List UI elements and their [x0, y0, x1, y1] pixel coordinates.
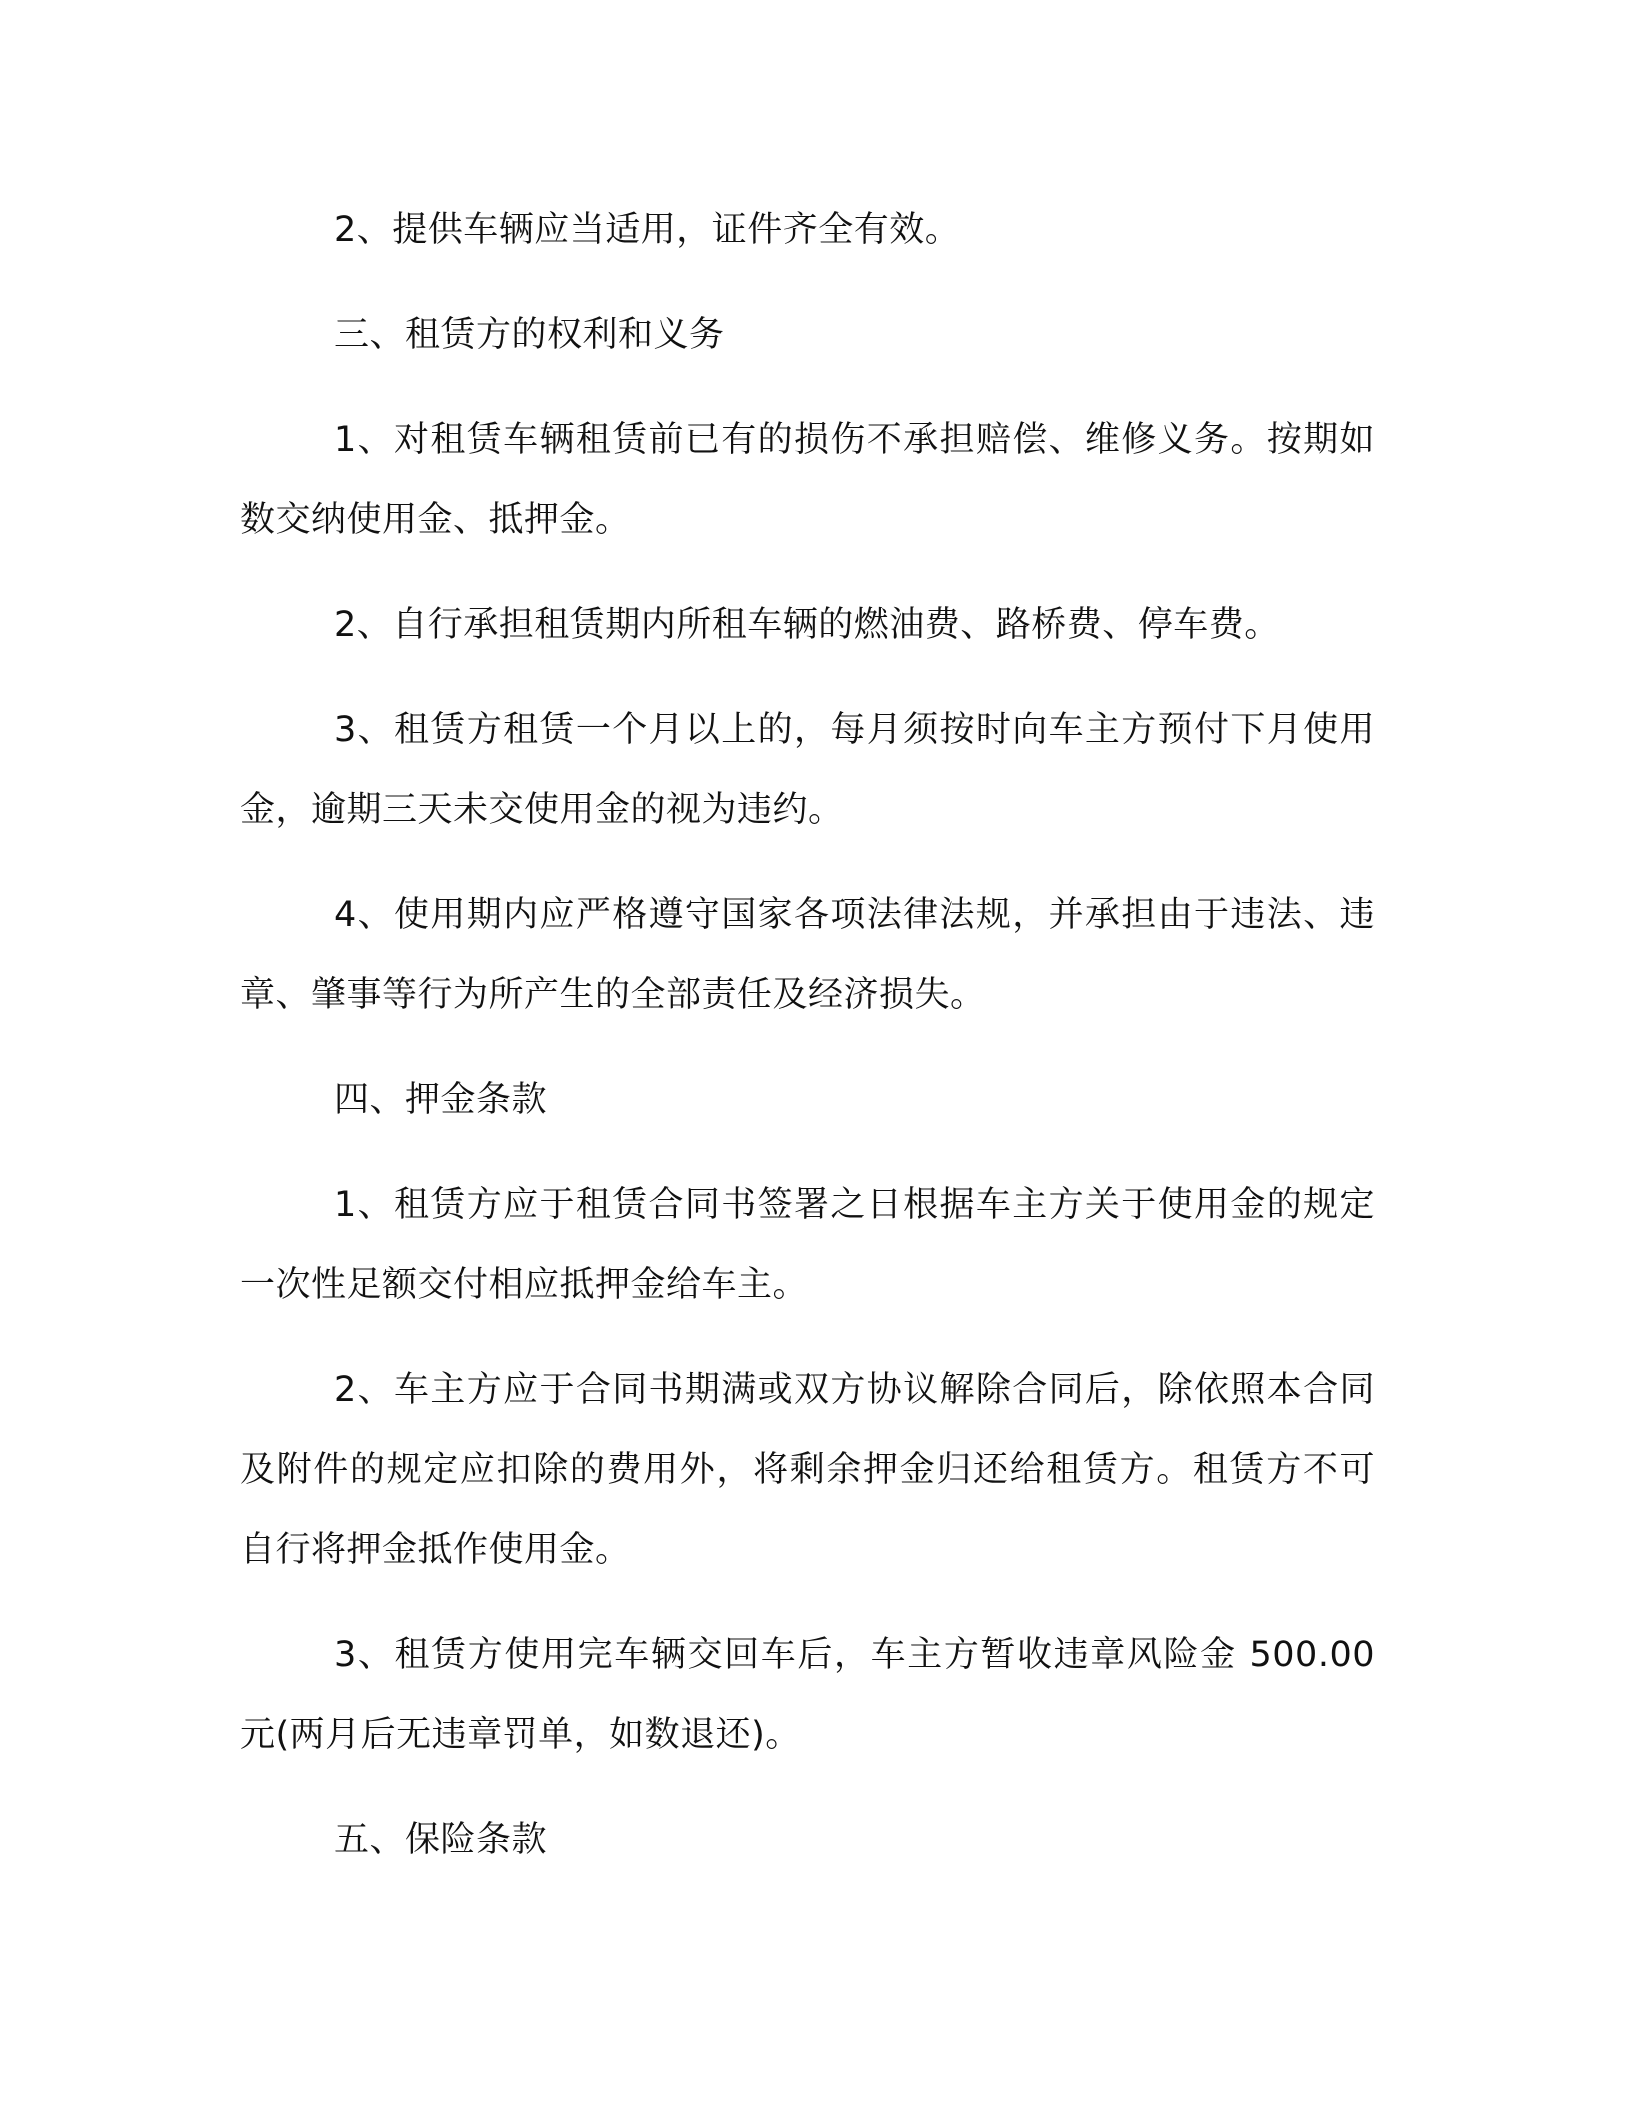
- clause-lessee-damage-deposit: 1、对租赁车辆租赁前已有的损伤不承担赔偿、维修义务。按期如数交纳使用金、抵押金。: [240, 420, 1375, 540]
- document-body: [240, 190, 1375, 1905]
- section-heading-insurance-terms: 五、保险条款: [334, 1820, 548, 1860]
- clause-deposit-payment: 1、租赁方应于租赁合同书签署之日根据车主方关于使用金的规定一次性足额交付相应抵押金给车主。: [240, 1185, 1375, 1305]
- clause-lessee-fuel-tolls: 2、自行承担租赁期内所租车辆的燃油费、路桥费、停车费。: [334, 605, 1280, 645]
- clause-vehicle-valid-documents: 2、提供车辆应当适用，证件齐全有效。: [334, 210, 961, 250]
- clause-lessee-monthly-prepay: 3、租赁方租赁一个月以上的，每月须按时向车主方预付下月使用金，逾期三天未交使用金的视为违约。: [240, 710, 1375, 830]
- section-heading-lessee-rights: 三、租赁方的权利和义务: [334, 315, 725, 355]
- section-heading-deposit-terms: 四、押金条款: [334, 1080, 548, 1120]
- clause-violation-risk-deposit: 3、租赁方使用完车辆交回车后，车主方暂收违章风险金 500.00 元(两月后无违章罚单，如数退还)。: [240, 1635, 1375, 1755]
- clause-lessee-legal-compliance: 4、使用期内应严格遵守国家各项法律法规，并承担由于违法、违章、肇事等行为所产生的全部责任及经济损失。: [240, 895, 1375, 1015]
- clause-deposit-refund: 2、车主方应于合同书期满或双方协议解除合同后，除依照本合同及附件的规定应扣除的费用外，将剩余押金归还给租赁方。租赁方不可自行将押金抵作使用金。: [240, 1370, 1375, 1570]
